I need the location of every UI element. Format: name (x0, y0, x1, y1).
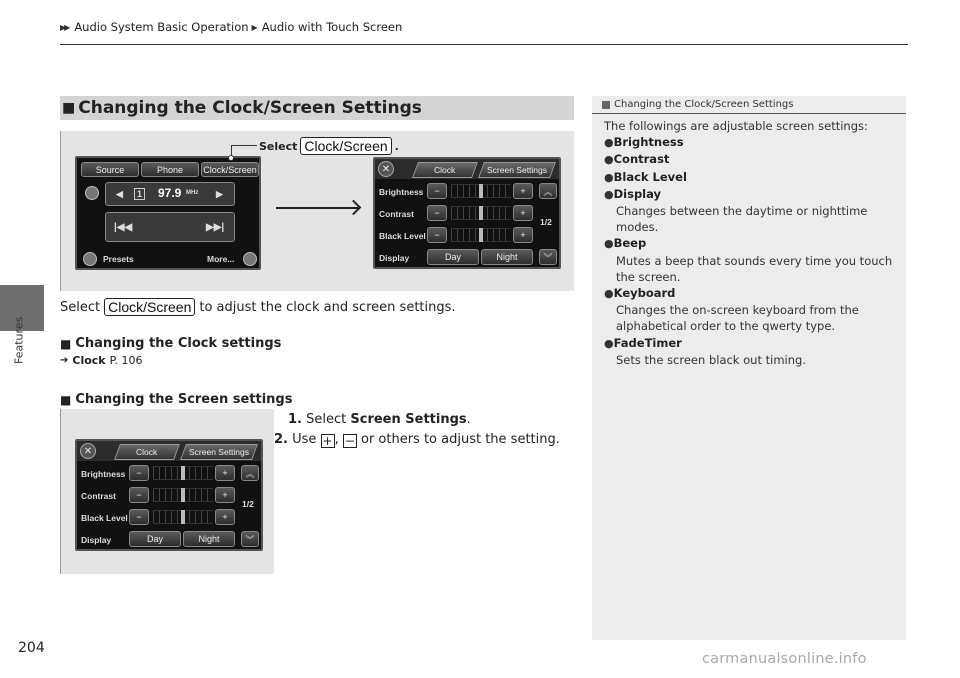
note-item-desc: Mutes a beep that sounds every time you touch the screen. (616, 253, 893, 284)
row-label-display: Display (81, 535, 112, 545)
audio-screen (75, 156, 261, 270)
note-item: ●Beep (604, 236, 647, 251)
screen-settings-heading: ■ Changing the Screen settings (60, 392, 293, 407)
chapter-label: Features (12, 316, 26, 364)
note-lead: The followings are adjustable screen settings: (604, 119, 868, 133)
row-label-brightness: Brightness (379, 187, 424, 197)
bullet-icon: ● (604, 187, 614, 201)
breadcrumb-item[interactable]: Audio System Basic Operation (74, 20, 249, 34)
tab-clock-screen[interactable]: Clock/Screen (201, 162, 259, 177)
clock-screen-button-label: Clock/Screen (104, 298, 195, 316)
minus-key-icon: − (344, 434, 355, 448)
xref-page[interactable]: P. 106 (109, 354, 143, 367)
callout-dot (228, 155, 234, 161)
frequency-value: 97.9 (158, 186, 182, 200)
side-note (592, 96, 906, 640)
track-panel (105, 212, 235, 242)
tab-clock[interactable]: Clock (412, 162, 478, 178)
seek-left-icon[interactable]: ◀ (116, 189, 123, 199)
bullet-icon: ● (604, 153, 614, 167)
section-heading (60, 96, 574, 120)
night-button[interactable]: Night (481, 249, 533, 265)
tab-phone[interactable]: Phone (141, 162, 199, 177)
step-2: 2. Use + , − or others to adjust the setting. (274, 432, 560, 448)
contrast-minus-button[interactable]: − (427, 205, 447, 221)
step-list (274, 410, 560, 450)
tab-screen-settings[interactable]: Screen Settings (478, 162, 556, 178)
skip-forward-icon[interactable]: ▶▶| (206, 222, 225, 233)
page-number: 204 (18, 640, 45, 656)
callout-leader (231, 145, 257, 146)
black-level-knob[interactable] (479, 228, 483, 242)
tab-source[interactable]: Source (81, 162, 139, 177)
black-level-plus-button[interactable]: + (215, 509, 235, 525)
brightness-plus-button[interactable]: + (215, 465, 235, 481)
brightness-minus-button[interactable]: − (129, 465, 149, 481)
select-suffix: to adjust the clock and screen settings. (199, 299, 456, 315)
close-icon[interactable]: ✕ (378, 161, 394, 177)
bullet-icon: ● (604, 287, 614, 301)
screen-settings-label: Screen Settings (350, 412, 467, 427)
note-marker-icon (602, 101, 610, 109)
row-label-black-level: Black Level (379, 231, 426, 241)
scroll-up-button[interactable]: ︽ (539, 183, 557, 199)
page-indicator: 1/2 (540, 217, 552, 227)
presets-label: Presets (103, 254, 134, 264)
instruction-select (60, 298, 456, 316)
clock-settings-heading: ■ Changing the Clock settings (60, 336, 282, 351)
clock-cross-reference[interactable] (60, 354, 143, 367)
figure-clock-screen (60, 131, 574, 291)
row-label-contrast: Contrast (379, 209, 414, 219)
callout-prefix: Select (259, 139, 298, 153)
black-level-minus-button[interactable]: − (427, 227, 447, 243)
tab-screen-settings[interactable]: Screen Settings (180, 444, 258, 460)
contrast-plus-button[interactable]: + (215, 487, 235, 503)
scroll-down-button[interactable]: ︾ (539, 249, 557, 265)
callout-suffix: . (394, 139, 399, 153)
black-level-knob[interactable] (181, 510, 185, 524)
note-item: ●Brightness (604, 135, 684, 150)
square-bullet-icon: ■ (60, 392, 72, 407)
square-bullet-icon: ■ (62, 100, 76, 116)
presets-button-icon[interactable] (83, 252, 97, 266)
note-item: ●Display (604, 186, 662, 201)
note-item-desc: Changes the on-screen keyboard from the alphabetical order to the qwerty type. (616, 303, 859, 334)
contrast-knob[interactable] (181, 488, 185, 502)
contrast-minus-button[interactable]: − (129, 487, 149, 503)
more-button-icon[interactable] (243, 252, 257, 266)
callout-button: Clock/Screen (300, 137, 391, 155)
note-item-desc: Sets the screen black out timing. (616, 352, 806, 367)
day-button[interactable]: Day (129, 531, 181, 547)
note-item: ●FadeTimer (604, 335, 682, 350)
audio-icon (85, 186, 99, 200)
row-label-brightness: Brightness (81, 469, 126, 479)
note-body (604, 118, 898, 368)
note-title: Changing the Clock/Screen Settings (592, 96, 906, 114)
row-label-contrast: Contrast (81, 491, 116, 501)
day-button[interactable]: Day (427, 249, 479, 265)
frequency-unit: MHz (186, 190, 199, 196)
breadcrumb (60, 20, 402, 34)
brightness-knob[interactable] (479, 184, 483, 198)
xref-label[interactable]: Clock (72, 354, 106, 367)
watermark: carmanualsonline.info (702, 651, 867, 667)
night-button[interactable]: Night (183, 531, 235, 547)
frequency-panel (105, 182, 235, 206)
row-label-black-level: Black Level (81, 513, 128, 523)
plus-key-icon: + (322, 434, 333, 448)
screen-settings-small (75, 439, 263, 551)
row-label-display: Display (379, 253, 410, 263)
bullet-icon: ● (604, 170, 614, 184)
note-item: ●Keyboard (604, 286, 676, 301)
bullet-icon: ● (604, 136, 614, 150)
skip-back-icon[interactable]: |◀◀ (114, 222, 133, 233)
close-icon[interactable]: ✕ (80, 443, 96, 459)
breadcrumb-arrow-icon: ▶ (251, 22, 256, 32)
contrast-plus-button[interactable]: + (513, 205, 533, 221)
more-label: More... (207, 254, 235, 264)
brightness-knob[interactable] (181, 466, 185, 480)
note-item-desc: Changes between the daytime or nighttime modes. (616, 204, 868, 235)
reference-arrow-icon: ➔ (60, 355, 69, 366)
header-rule (60, 44, 908, 45)
select-prefix: Select (60, 299, 101, 315)
note-item: ●Black Level (604, 169, 687, 184)
note-item: ●Contrast (604, 152, 670, 167)
figure-screen-settings (60, 409, 274, 574)
scroll-up-button[interactable]: ︽ (241, 465, 259, 481)
contrast-knob[interactable] (479, 206, 483, 220)
screen-settings (373, 157, 561, 269)
bullet-icon: ● (604, 237, 614, 251)
preset-number: 1 (134, 188, 145, 200)
scroll-down-button[interactable]: ︾ (241, 531, 259, 547)
transition-arrow-icon (276, 207, 358, 209)
brightness-plus-button[interactable]: + (513, 183, 533, 199)
callout-label (259, 137, 399, 155)
black-level-minus-button[interactable]: − (129, 509, 149, 525)
seek-right-icon[interactable]: ▶ (216, 189, 223, 199)
bullet-icon: ● (604, 336, 614, 350)
page-indicator: 1/2 (242, 499, 254, 509)
breadcrumb-arrow-icon: ▶▶ (60, 22, 69, 32)
section-title: Changing the Clock/Screen Settings (78, 98, 422, 118)
brightness-minus-button[interactable]: − (427, 183, 447, 199)
breadcrumb-item[interactable]: Audio with Touch Screen (261, 20, 403, 34)
black-level-plus-button[interactable]: + (513, 227, 533, 243)
step-1: 1. Select Screen Settings. (288, 412, 471, 427)
tab-clock[interactable]: Clock (114, 444, 180, 460)
square-bullet-icon: ■ (60, 336, 72, 351)
